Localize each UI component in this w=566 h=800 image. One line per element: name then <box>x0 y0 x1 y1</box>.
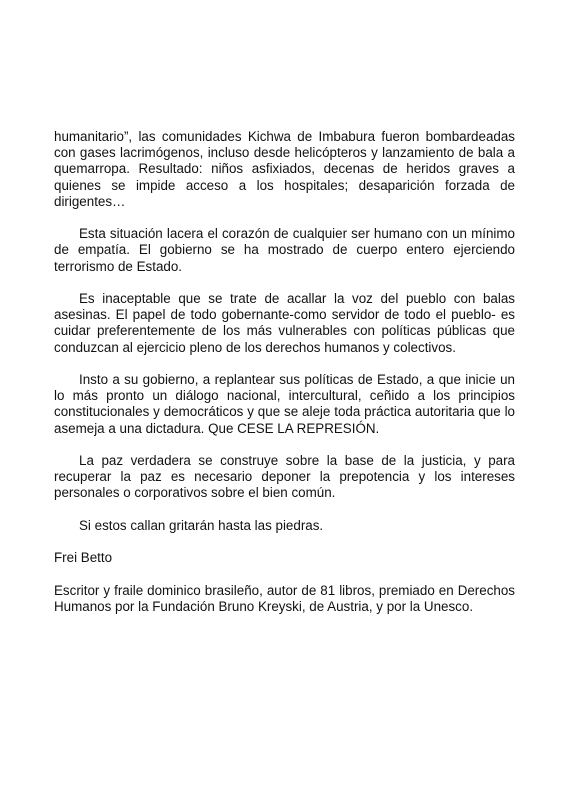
document-body <box>54 129 515 631</box>
author-bio: Escritor y fraile dominico brasileño, autor de 81 libros, premiado en Derechos Humanos por la Fundación Bruno Kreyski, de Austria, y por la Unesco. <box>54 582 515 614</box>
paragraph-true-peace: La paz verdadera se construye sobre la base de la justicia, y para recuperar la paz es necesario deponer la prepotencia y los intereses personales o corporativos sobre el bien común. <box>54 453 515 501</box>
paragraph-continuation: humanitario”, las comunidades Kichwa de Imbabura fueron bombardeadas con gases lacrimógenos, incluso desde helicópteros y lanzamiento de bala a quemarropa. Resultado: niños asfixiados, decenas de heridos graves a quienes se impide acceso a los hospitales; desaparición forzada de dirigentes… <box>54 129 515 209</box>
paragraph-unacceptable: Es inaceptable que se trate de acallar la voz del pueblo con balas asesinas. El papel de todo gobernante-como servidor de todo el pueblo- es cuidar preferentemente de los más vulnerables con políticas públicas que conduzcan al ejercicio pleno de los derechos humanos y colectivos. <box>54 291 515 355</box>
paragraph-stones: Si estos callan gritarán hasta las piedras. <box>79 517 324 533</box>
paragraph-empathy: Esta situación lacera el corazón de cualquier ser humano con un mínimo de empatía. El gobierno se ha mostrado de cuerpo entero ejerciendo terrorismo de Estado. <box>54 226 515 274</box>
signature: Frei Betto <box>54 550 113 566</box>
paragraph-urge-government: Insto a su gobierno, a replantear sus políticas de Estado, a que inicie un lo más pronto un diálogo nacional, intercultural, ceñido a los principios constitucionales y democráticos y que se aleje toda práctica autoritaria que lo asemeja a una dictadura. Que CESE LA REPRESIÓN. <box>54 372 515 436</box>
